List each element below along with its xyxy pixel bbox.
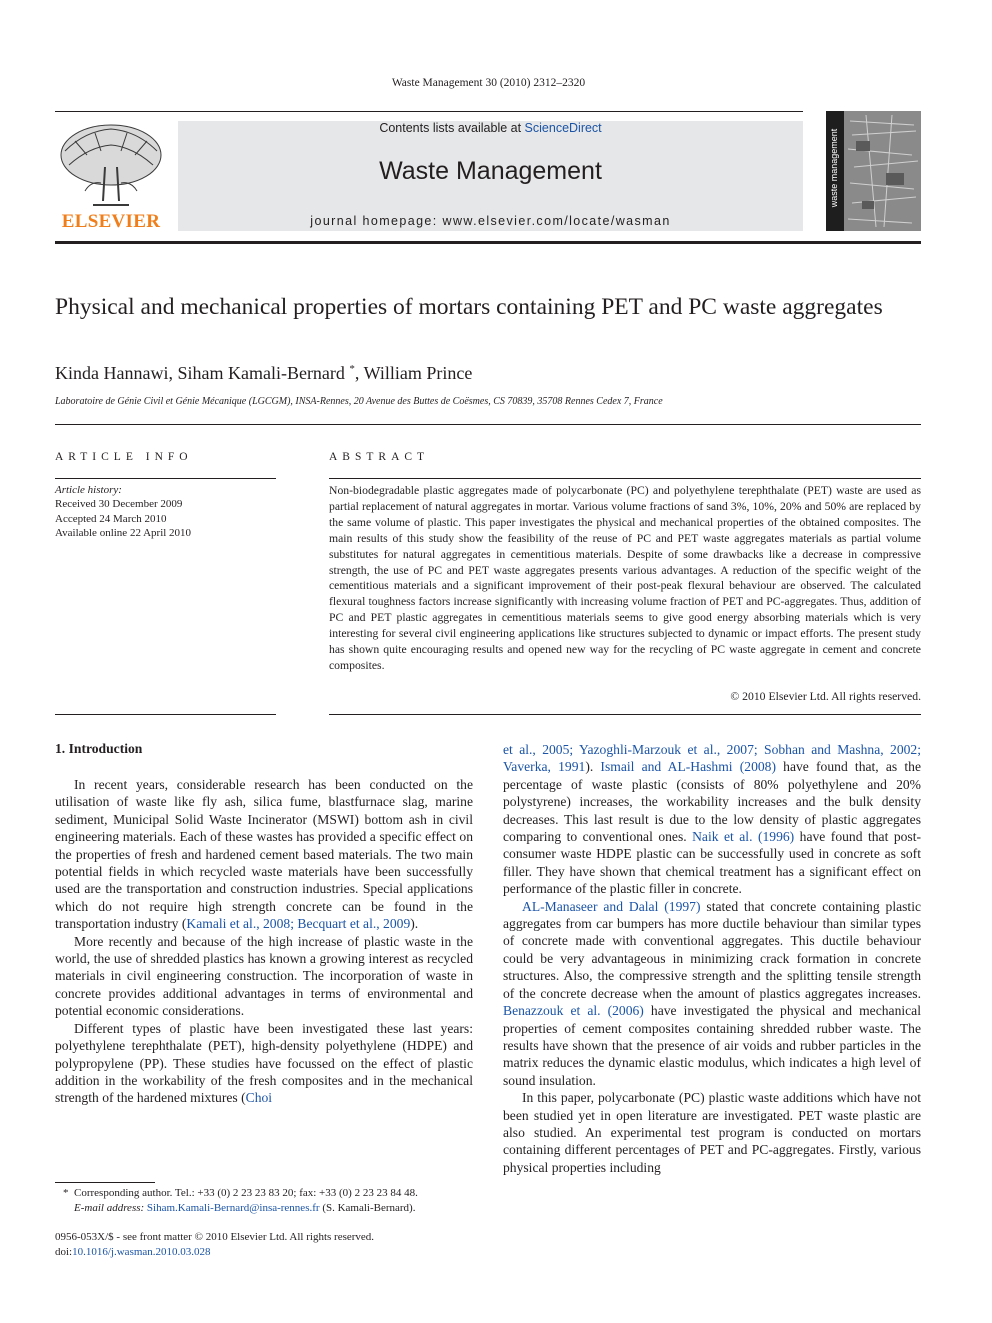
reference-link[interactable]: Choi — [245, 1090, 273, 1106]
reference-link[interactable]: Benazzouk et al. (2006) — [503, 1003, 644, 1019]
paragraph-text: have found that post-consumer waste HDPE plastic can be successfully used in concrete as soft filler. They have shown that chemical treatment has a significant effect on performance of the plastic filler in concrete. — [503, 829, 922, 897]
journal-name: Waste Management — [379, 157, 602, 185]
authors-first: Kinda Hannawi, Siham Kamali-Bernard — [55, 363, 345, 383]
contents-prefix: Contents lists available at — [379, 121, 525, 135]
cover-art-icon — [826, 111, 921, 231]
paragraph-text: have investigated the physical and mechanical properties of cement composites containing shredded rubber waste. The results have shown that the presence of air voids and rubber particles in the matrix reduces the dynamic elastic modulus, which indicates a high level of sound insulation. — [503, 1003, 921, 1088]
abstract-heading: ABSTRACT — [329, 451, 430, 463]
accepted-date: Accepted 24 March 2010 — [55, 512, 167, 525]
contents-line — [178, 121, 803, 135]
sciencedirect-link[interactable]: ScienceDirect — [524, 121, 602, 135]
article-info-heading: ARTICLE INFO — [55, 451, 193, 463]
email-label: E-mail address: — [74, 1201, 147, 1214]
title-rule — [55, 424, 921, 425]
abstract-bottom-rule — [329, 714, 921, 715]
front-matter — [55, 1230, 555, 1259]
article-info-bottom-rule — [55, 714, 276, 715]
abstract-text: Non-biodegradable plastic aggregates made of polycarbonate (PC) and polyethylene terephthalate (PET) waste are used as partial replacement of natural aggregates in mortar. Various volume fractions of sand 3%, 10%, 20% and 50% are replaced by the same volume of plastic. This paper investigates the physical and mechanical properties of the obtained composites. The main results of this study show the feasibility of the reuse of PC and PET waste aggregates materials as partial volume substitutes for natural aggregates in cementitious materials. Despite of some drawbacks like a decrease in compressive strength, the use of PC and PET waste aggregates presents various advantages. A reduction of the specific weight of the cementitious materials and a significant improvement of their post-peak flexural behaviour are observed. The calculated flexural toughness factors increase significantly with increasing volume fraction of PET and PC-aggregates. Thus, addition of PC and PET plastic aggregates in cementitious materials seems to give good energy absorbing materials which is very interesting for several civil engineering applications like structures subjected to dynamic or impact efforts. The present study has shown quite encouraging results and opened new way for the recycling of PC waste aggregate in cement and concrete composites. — [329, 484, 921, 672]
journal-banner — [178, 121, 803, 231]
doi-link[interactable]: 10.1016/j.wasman.2010.03.028 — [72, 1245, 211, 1258]
footnote-star: * — [63, 1187, 69, 1199]
elsevier-wordmark: ELSEVIER — [61, 211, 161, 232]
footnote-rule — [55, 1182, 155, 1183]
issn-line: 0956-053X/$ - see front matter © 2010 Elsevier Ltd. All rights reserved. — [55, 1231, 375, 1243]
online-date: Available online 22 April 2010 — [55, 526, 192, 539]
email-suffix: (S. Kamali-Bernard). — [319, 1201, 416, 1214]
abstract-rule — [329, 478, 921, 479]
header-thick-rule — [55, 241, 921, 244]
author-list — [55, 363, 915, 384]
affiliation: Laboratoire de Génie Civil et Génie Mécanique (LGCGM), INSA-Rennes, 20 Avenue des Buttes de Coësmes, CS 70839, 35708 Rennes Cedex 7, France — [55, 396, 663, 407]
authors-last: , William Prince — [354, 363, 473, 383]
footnote-contact: Corresponding author. Tel.: +33 (0) 2 23 23 83 20; fax: +33 (0) 2 23 23 84 48. — [74, 1187, 418, 1199]
paragraph-text: Different types of plastic have been investigated these last years: polyethylene terephthalate (PET), high-density polyethylene (HDPE) and polypropylene (PP). These studies have focussed on the effect of plastic addition in the workability of the fresh composites and in the mechanical strength of the hardened mixtures ( — [55, 1020, 473, 1106]
reference-link[interactable]: Ismail and AL-Hashmi (2008) — [600, 759, 776, 775]
section-heading-introduction: 1. Introduction — [55, 741, 143, 756]
email-link[interactable]: Siham.Kamali-Bernard@insa-rennes.fr — [146, 1201, 320, 1214]
body-column-right — [503, 741, 921, 1176]
paragraph-text: stated that concrete containing plastic aggregates from car bumpers has more ductile behaviour than similar types of concrete made with conventional aggregates. This ductile behaviour could be very advantageous in minimizing crack formation in concrete structures. Also, the compressive strength and the splitting tensile strength of the concrete decrease when the amount of plastics aggregates increases. — [503, 898, 922, 1001]
header-rule — [55, 111, 803, 112]
article-history — [55, 483, 276, 540]
reference-link[interactable]: et al., 2005; Yazoghli-Marzouk et al., 2007; Sobhan and Mashna, 2002; Vaverka, 1991 — [503, 742, 921, 775]
paragraph — [503, 898, 921, 1089]
history-label: Article history: — [55, 484, 122, 496]
footnote-email-line — [55, 1201, 473, 1216]
abstract-copyright: © 2010 Elsevier Ltd. All rights reserved. — [730, 690, 921, 703]
article-title: Physical and mechanical properties of mortars containing PET and PC waste aggregates — [55, 294, 883, 320]
received-date: Received 30 December 2009 — [55, 498, 183, 511]
paragraph-text: have found that, as the percentage of waste plastic (consists of 80% polyethylene and 20% polystyrene) increases, the workability increases and the bulk density decreases. This last result is due to the low density of plastic aggregates comparing to conventional ones. — [503, 759, 921, 845]
journal-homepage[interactable]: journal homepage: www.elsevier.com/locate/wasman — [310, 214, 671, 228]
paragraph-text: ). — [410, 916, 419, 932]
article-info-rule — [55, 478, 276, 479]
reference-link[interactable]: AL-Manaseer and Dalal (1997) — [522, 898, 701, 914]
reference-link[interactable]: Kamali et al., 2008; Becquart et al., 2009 — [186, 916, 411, 932]
paragraph — [55, 1020, 473, 1107]
journal-cover-thumbnail — [826, 111, 921, 231]
paragraph: In this paper, polycarbonate (PC) plastic waste additions which have not been studied yet in open literature are investigated. PET waste plastic are also studied. An experimental test program is conducted on mortars containing different percentages of PET and PC-aggregates. Firstly, various physical properties including — [503, 1090, 921, 1175]
cover-title: waste management — [829, 128, 839, 208]
reference-link[interactable]: Naik et al. (1996) — [692, 829, 795, 845]
doi-label: doi: — [55, 1245, 73, 1258]
corresponding-author-mark[interactable]: * — [349, 363, 355, 375]
tree-icon — [55, 121, 167, 213]
paragraph — [55, 776, 473, 933]
footnote — [55, 1186, 473, 1215]
doi-line — [55, 1245, 555, 1260]
paragraph-text: In recent years, considerable research has been conducted on the utilisation of waste like fly ash, silica fume, blastfurnace slag, marine sediment, Municipal Solid Waste Incinerator (MSWI) bottom ash in civil engineering materials. Each of these wastes has provided a specific effect on the properties of fresh and hardened cement based materials. The two main potential fields in which recycled waste materials have been successfully used are the transportation and construction industries. Special applications which do not require high strength concrete can be found in the transportation industry ( — [55, 777, 473, 932]
paragraph-text: ). — [585, 759, 601, 775]
journal-citation: Waste Management 30 (2010) 2312–2320 — [391, 77, 586, 89]
body-column-left — [55, 776, 473, 1107]
paragraph: More recently and because of the high increase of plastic waste in the world, the use of shredded plastics has known a growing interest as recycled materials in civil engineering construction. The incorporation of waste in concrete provides additional advantages in terms of environmental and potential economic considerations. — [55, 933, 473, 1019]
paragraph — [503, 741, 921, 898]
